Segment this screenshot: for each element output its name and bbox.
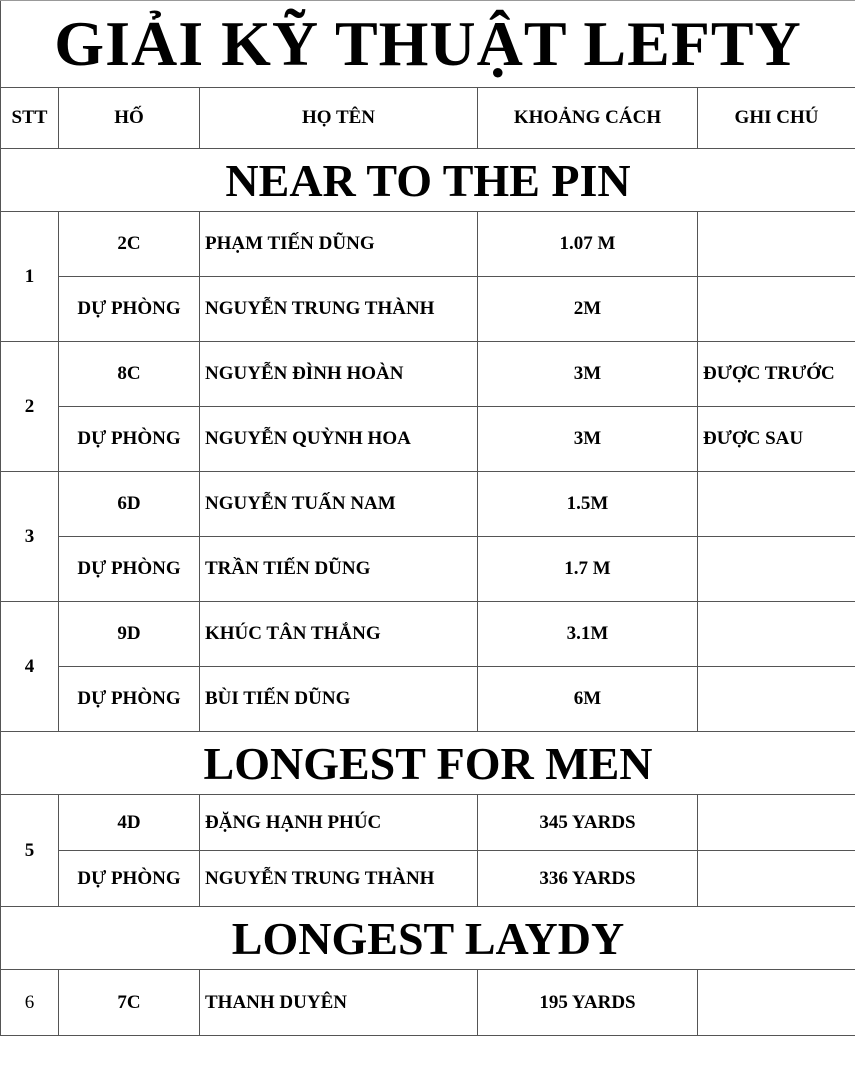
table-row — [1, 407, 855, 472]
note-cell — [698, 602, 855, 667]
distance-cell: 345 YARDS — [478, 795, 698, 851]
stt-cell: 4 — [1, 602, 59, 732]
player-name-cell: NGUYỄN QUỲNH HOA — [200, 407, 478, 472]
hole-cell: DỰ PHÒNG — [59, 407, 200, 472]
distance-cell: 1.07 M — [478, 212, 698, 277]
note-cell: ĐƯỢC SAU — [698, 407, 855, 472]
player-name-cell: NGUYỄN ĐÌNH HOÀN — [200, 342, 478, 407]
table-row — [1, 472, 855, 537]
hole-cell: 7C — [59, 970, 200, 1036]
section-title: LONGEST LAYDY — [1, 907, 855, 970]
hole-cell: 9D — [59, 602, 200, 667]
hole-cell: DỰ PHÒNG — [59, 667, 200, 732]
header-stt: STT — [1, 88, 59, 149]
header-ho: HỐ — [59, 88, 200, 149]
note-cell — [698, 537, 855, 602]
stt-cell: 6 — [1, 970, 59, 1036]
distance-cell: 336 YARDS — [478, 851, 698, 907]
hole-cell: 8C — [59, 342, 200, 407]
section-title: LONGEST FOR MEN — [1, 732, 855, 795]
note-cell — [698, 277, 855, 342]
distance-cell: 1.5M — [478, 472, 698, 537]
table-row — [1, 602, 855, 667]
header-khoang-cach: KHOẢNG CÁCH — [478, 88, 698, 149]
table-row — [1, 342, 855, 407]
hole-cell: DỰ PHÒNG — [59, 537, 200, 602]
player-name-cell: ĐẶNG HẠNH PHÚC — [200, 795, 478, 851]
header-ho-ten: HỌ TÊN — [200, 88, 478, 149]
table-row — [1, 212, 855, 277]
table-row — [1, 667, 855, 732]
hole-cell: 4D — [59, 795, 200, 851]
distance-cell: 3M — [478, 342, 698, 407]
table-row — [1, 851, 855, 907]
hole-cell: 6D — [59, 472, 200, 537]
note-cell — [698, 212, 855, 277]
header-row — [1, 88, 855, 149]
player-name-cell: NGUYỄN TRUNG THÀNH — [200, 851, 478, 907]
note-cell — [698, 851, 855, 907]
table-row — [1, 970, 855, 1036]
player-name-cell: NGUYỄN TRUNG THÀNH — [200, 277, 478, 342]
hole-cell: 2C — [59, 212, 200, 277]
hole-cell: DỰ PHÒNG — [59, 851, 200, 907]
distance-cell: 6M — [478, 667, 698, 732]
player-name-cell: NGUYỄN TUẤN NAM — [200, 472, 478, 537]
page-title: GIẢI KỸ THUẬT LEFTY — [1, 1, 855, 88]
player-name-cell: THANH DUYÊN — [200, 970, 478, 1036]
player-name-cell: KHÚC TÂN THẮNG — [200, 602, 478, 667]
table-row — [1, 277, 855, 342]
table-row — [1, 537, 855, 602]
hole-cell: DỰ PHÒNG — [59, 277, 200, 342]
stt-cell: 5 — [1, 795, 59, 907]
player-name-cell: BÙI TIẾN DŨNG — [200, 667, 478, 732]
note-cell — [698, 970, 855, 1036]
distance-cell: 195 YARDS — [478, 970, 698, 1036]
stt-cell: 2 — [1, 342, 59, 472]
header-ghi-chu: GHI CHÚ — [698, 88, 855, 149]
note-cell — [698, 472, 855, 537]
stt-cell: 1 — [1, 212, 59, 342]
table-row — [1, 795, 855, 851]
distance-cell: 1.7 M — [478, 537, 698, 602]
distance-cell: 2M — [478, 277, 698, 342]
player-name-cell: PHẠM TIẾN DŨNG — [200, 212, 478, 277]
stt-cell: 3 — [1, 472, 59, 602]
note-cell — [698, 667, 855, 732]
distance-cell: 3M — [478, 407, 698, 472]
section-title: NEAR TO THE PIN — [1, 149, 855, 212]
distance-cell: 3.1M — [478, 602, 698, 667]
player-name-cell: TRẦN TIẾN DŨNG — [200, 537, 478, 602]
note-cell — [698, 795, 855, 851]
note-cell: ĐƯỢC TRƯỚC — [698, 342, 855, 407]
